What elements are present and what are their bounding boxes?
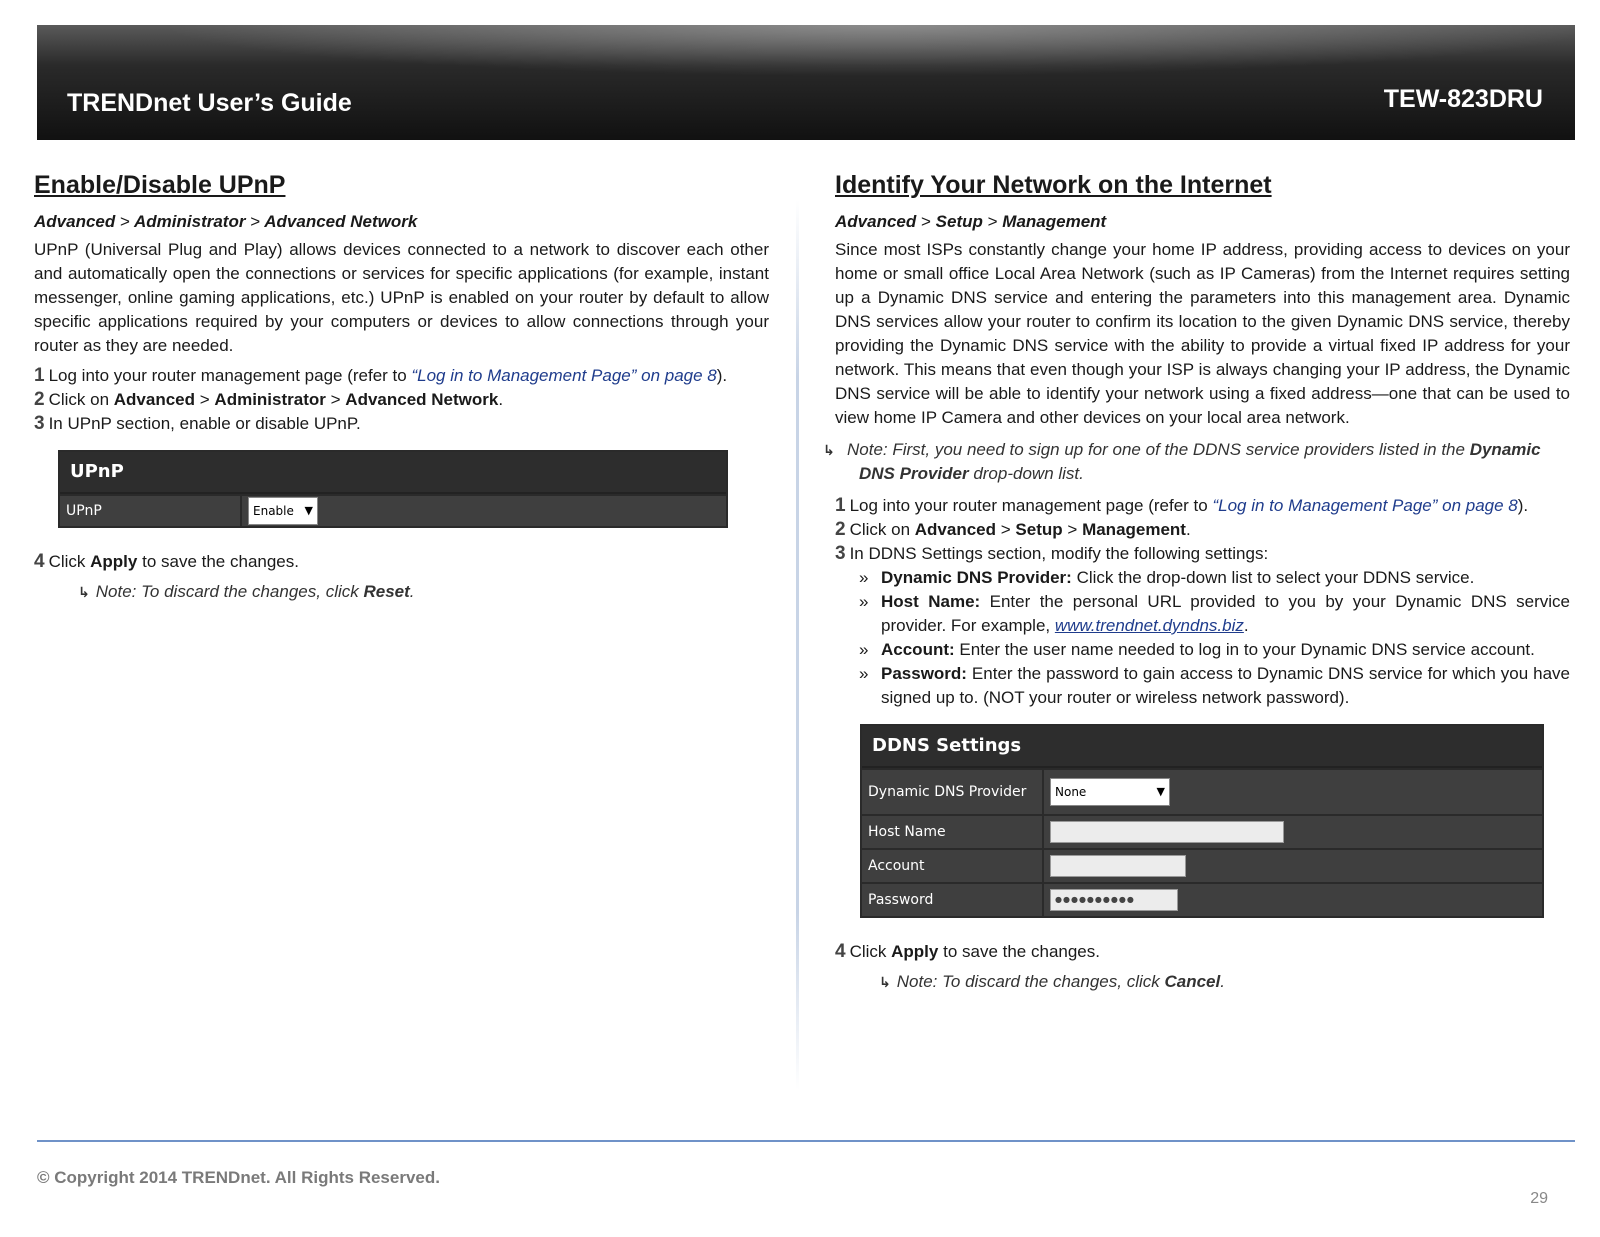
- step-2: [34, 388, 769, 412]
- setting-text: Enter the password to gain access to Dynamic DNS service for which you have signed up to. (NOT your router or wireless network password).: [881, 664, 1570, 707]
- setting-text: Enter the user name needed to log in to your Dynamic DNS service account.: [954, 640, 1535, 659]
- password-label: Password: [862, 884, 1044, 916]
- account-field: [1044, 850, 1192, 882]
- section-heading-ddns: Identify Your Network on the Internet: [835, 171, 1272, 199]
- step-2: [835, 518, 1570, 542]
- path-separator: >: [250, 212, 261, 231]
- step-text: Click on: [48, 390, 114, 409]
- path-item: Advanced Network: [264, 212, 418, 231]
- page-number: 29: [1530, 1190, 1548, 1207]
- step-1: [34, 364, 769, 388]
- provider-select[interactable]: [1050, 778, 1170, 806]
- note-end: .: [409, 582, 415, 601]
- path-separator: >: [199, 390, 210, 409]
- list-item: [835, 638, 1570, 662]
- note-end: drop-down list.: [968, 464, 1084, 483]
- left-column: [34, 168, 769, 604]
- menu-advanced: Advanced: [113, 390, 196, 409]
- apply-label: Apply: [90, 552, 138, 571]
- note-text: Note: First, you need to sign up for one of the DDNS service providers listed in the: [847, 440, 1470, 459]
- intro-paragraph: Since most ISPs constantly change your home IP address, providing access to devices on your home or small office Local Area Network (such as IP Cameras) from the Internet requires setting up a Dynamic DNS service and entering the parameters into this management area. Dynamic DNS services allow your router to confirm its location to the given Dynamic DNS service, thereby providing the Dynamic DNS service with the ability to provide a virtual fixed IP address for your network. This means that even though your ISP is always changing your IP address, the Dynamic DNS service will be able to identify your network using a fixed address—one that can be used to view home IP Camera and other devices on your local area network.: [835, 240, 1570, 427]
- upnp-panel: [58, 450, 728, 528]
- note-arrow-icon: ↳: [78, 584, 90, 600]
- page-link[interactable]: “Log in to Management Page” on page 8: [1212, 496, 1518, 515]
- page-header: [37, 25, 1575, 140]
- setting-term: Host Name:: [881, 592, 981, 611]
- setting-term: Account:: [881, 640, 955, 659]
- list-item: [835, 662, 1570, 710]
- path-item: Advanced: [34, 212, 116, 231]
- setting-term: Password:: [881, 664, 967, 683]
- note-cancel: [879, 970, 1570, 994]
- step-number: 4: [835, 941, 846, 962]
- upnp-select[interactable]: [248, 497, 318, 525]
- step-text: Click on: [849, 520, 915, 539]
- bullet-mark: »: [859, 568, 869, 587]
- setting-term: Dynamic DNS Provider:: [881, 568, 1072, 587]
- ddns-row-password: [862, 882, 1542, 916]
- setting-text: Enter the personal URL provided to you by your Dynamic DNS service provider. For example,: [881, 592, 1571, 635]
- menu-management: Management: [1082, 520, 1186, 539]
- note-end: .: [1220, 972, 1225, 991]
- bullet-mark: »: [859, 664, 869, 683]
- step-number: 4: [34, 551, 45, 572]
- settings-list: [835, 566, 1570, 710]
- step-text: Log into your router management page (refer to: [48, 366, 412, 385]
- path-separator: >: [119, 212, 130, 231]
- setting-text: Click the drop-down list to select your DDNS service.: [1071, 568, 1475, 587]
- copyright-text: © Copyright 2014 TRENDnet. All Rights Reserved.: [37, 1168, 440, 1187]
- model-number: TEW-823DRU: [1383, 85, 1543, 113]
- path-item: Administrator: [134, 212, 246, 231]
- path-separator: >: [920, 212, 931, 231]
- apply-label: Apply: [891, 942, 939, 961]
- list-item: [835, 590, 1570, 638]
- provider-field: [1044, 770, 1176, 814]
- ddns-panel-title: DDNS Settings: [862, 726, 1542, 768]
- hostname-field: [1044, 816, 1290, 848]
- step-number: 3: [835, 543, 846, 564]
- account-label: Account: [862, 850, 1044, 882]
- step-text-end: ).: [1517, 496, 1529, 515]
- step-text: Click: [48, 552, 91, 571]
- ddns-panel: [860, 724, 1544, 918]
- step-text: Click: [849, 942, 892, 961]
- section-heading-upnp: Enable/Disable UPnP: [34, 171, 286, 199]
- page-link[interactable]: “Log in to Management Page” on page 8: [411, 366, 717, 385]
- path-item: Advanced: [835, 212, 917, 231]
- column-divider: [796, 200, 799, 1090]
- right-column: [823, 168, 1571, 994]
- step-text: In UPnP section, enable or disable UPnP.: [48, 414, 361, 433]
- password-input[interactable]: ●●●●●●●●●●: [1050, 889, 1178, 911]
- account-input[interactable]: [1050, 855, 1186, 877]
- step-text: In DDNS Settings section, modify the following settings:: [849, 544, 1269, 563]
- menu-path: [835, 210, 1570, 234]
- path-separator: >: [987, 212, 998, 231]
- upnp-row: [60, 494, 726, 526]
- step-4: [835, 940, 1570, 964]
- ddns-row-account: [862, 848, 1542, 882]
- note-text: Note: To discard the changes, click: [896, 972, 1165, 991]
- path-separator: >: [1000, 520, 1011, 539]
- path-separator: >: [1067, 520, 1078, 539]
- step-text-end: ).: [716, 366, 728, 385]
- note-text: Note: To discard the changes, click: [95, 582, 364, 601]
- bullet-mark: »: [859, 592, 869, 611]
- note-bold: Cancel: [1164, 972, 1221, 991]
- chevron-down-icon: ▼: [304, 504, 313, 517]
- step-text-end: to save the changes.: [938, 942, 1100, 961]
- upnp-field: [242, 496, 324, 526]
- step-text-end: to save the changes.: [137, 552, 299, 571]
- hostname-label: Host Name: [862, 816, 1044, 848]
- ddns-row-provider: [862, 768, 1542, 814]
- note-arrow-icon: ↳: [879, 974, 891, 990]
- step-number: 2: [34, 389, 45, 410]
- example-url-link[interactable]: www.trendnet.dyndns.biz: [1054, 616, 1244, 635]
- path-separator: >: [330, 390, 341, 409]
- upnp-select-value: Enable: [253, 504, 294, 518]
- hostname-input[interactable]: [1050, 821, 1284, 843]
- menu-path: [34, 210, 769, 234]
- ddns-row-hostname: [862, 814, 1542, 848]
- chevron-down-icon: ▼: [1156, 785, 1165, 798]
- step-number: 1: [34, 365, 45, 386]
- step-text-end: .: [498, 390, 504, 409]
- note-ddns-signup: ↳ Note: First, you need to sign up for one of the DDNS service providers listed in the Dynamic DNS Provider drop-down list.: [823, 440, 1541, 483]
- note-bold: Dynamic DNS Provider: [859, 440, 1541, 483]
- provider-label: Dynamic DNS Provider: [862, 770, 1044, 814]
- step-number: 1: [835, 495, 846, 516]
- footer-divider: [37, 1140, 1575, 1142]
- intro-paragraph: UPnP (Universal Plug and Play) allows devices connected to a network to discover each other and automatically open the connections or services for specific applications (for example, instant messenger, online gaming applications, etc.) UPnP is enabled on your router by default to allow specific applications required by your computers or devices to allow connections through your router as they are needed.: [34, 240, 769, 355]
- guide-title: TRENDnet User’s Guide: [67, 89, 352, 117]
- list-item: [835, 566, 1570, 590]
- bullet-mark: »: [859, 640, 869, 659]
- note-bold: Reset: [363, 582, 410, 601]
- setting-end: .: [1243, 616, 1249, 635]
- step-4: [34, 550, 769, 574]
- step-1: [835, 494, 1570, 518]
- menu-advanced: Advanced: [914, 520, 997, 539]
- step-number: 3: [34, 413, 45, 434]
- upnp-label: UPnP: [60, 496, 242, 526]
- step-3: [835, 542, 1570, 566]
- step-3: [34, 412, 769, 436]
- menu-setup: Setup: [1015, 520, 1063, 539]
- menu-advanced-network: Advanced Network: [345, 390, 499, 409]
- upnp-panel-title: UPnP: [60, 452, 726, 494]
- step-number: 2: [835, 519, 846, 540]
- path-item: Management: [1002, 212, 1107, 231]
- password-field: [1044, 884, 1184, 916]
- menu-administrator: Administrator: [214, 390, 326, 409]
- step-text-end: .: [1185, 520, 1191, 539]
- path-item: Setup: [935, 212, 983, 231]
- provider-select-value: None: [1055, 785, 1087, 799]
- step-text: Log into your router management page (refer to: [849, 496, 1213, 515]
- note-reset: [78, 580, 769, 604]
